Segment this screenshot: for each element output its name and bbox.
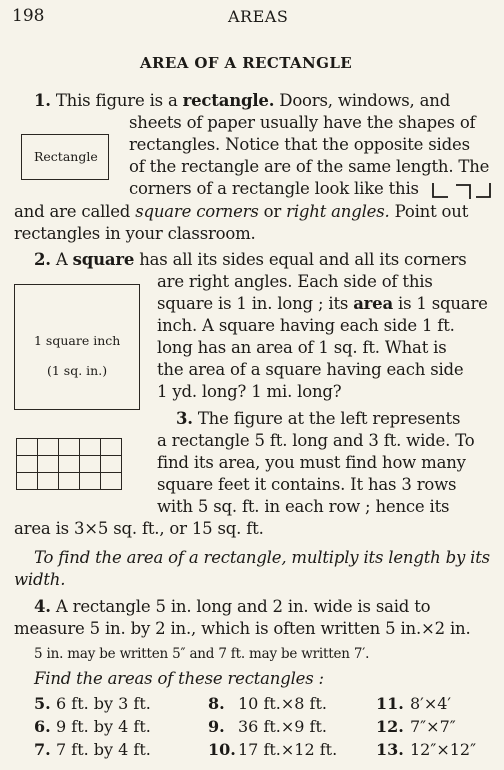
grid-cell [59, 473, 80, 490]
exercise-text: 7″×7″ [410, 717, 456, 736]
paragraph-3-line-1 [176, 408, 504, 430]
p1-text: Doors, windows, and [274, 91, 451, 110]
exercise-item [376, 740, 477, 759]
paragraph-1-line-4: of the rectangle are of the same length. The [129, 157, 490, 176]
grid-cell [80, 439, 101, 456]
page-number: 198 [12, 6, 45, 26]
term-rectangle: rectangle. [182, 91, 275, 110]
rectangle-figure [21, 134, 109, 180]
p2-text: square is 1 in. long ; its [157, 294, 354, 313]
paragraph-1-number: 1. [34, 91, 51, 110]
exercise-text: 36 ft.×9 ft. [238, 717, 327, 736]
paragraph-3-line-5: with 5 sq. ft. in each row ; hence its [157, 497, 450, 516]
exercise-text: 7 ft. by 4 ft. [56, 740, 151, 759]
grid-cell [17, 439, 38, 456]
paragraph-2-line-5: long has an area of 1 sq. ft. What is [157, 338, 447, 357]
grid-cell [101, 473, 122, 490]
right-angle-corners-icon [430, 181, 496, 201]
exercise-number: 5. [34, 694, 51, 713]
p1-text: or [258, 202, 287, 221]
exercise-number: 11. [376, 694, 404, 713]
grid-row [17, 473, 122, 490]
paragraph-2-line-1 [34, 249, 504, 271]
exercise-text: 8′×4′ [410, 694, 452, 713]
rule-line-1: To find the area of a rectangle, multiply its length by its [34, 548, 490, 567]
paragraph-1-line-7: rectangles in your classroom. [14, 224, 256, 243]
exercise-number: 12. [376, 717, 404, 736]
grid-rectangle-figure [16, 438, 122, 490]
running-title: AREAS [228, 7, 289, 26]
paragraph-2-line-4: inch. A square having each side 1 ft. [157, 316, 455, 335]
exercise-number: 7. [34, 740, 51, 759]
rule-line-2: width. [14, 570, 66, 589]
paragraph-4-number: 4. [34, 597, 51, 616]
exercise-item [34, 694, 151, 713]
p2-text: A [55, 250, 73, 269]
exercise-number: 6. [34, 717, 51, 736]
grid-row [17, 439, 122, 456]
term-area: area [353, 294, 393, 313]
paragraph-4-line-1 [34, 596, 504, 618]
exercise-number: 13. [376, 740, 404, 759]
paragraph-4-note: 5 in. may be written 5″ and 7 ft. may be written 7′. [34, 646, 370, 662]
square-inch-figure [14, 284, 140, 410]
exercise-item [208, 717, 327, 736]
grid-cell [101, 439, 122, 456]
paragraph-3-number: 3. [176, 409, 193, 428]
p2-text: has all its sides equal and all its corners [134, 250, 467, 269]
p2-text: is 1 square [392, 294, 488, 313]
paragraph-1-line-3: rectangles. Notice that the opposite sides [129, 135, 470, 154]
paragraph-2-line-6: the area of a square having each side [157, 360, 464, 379]
exercises-heading: Find the areas of these rectangles : [34, 669, 324, 688]
grid-cell [59, 439, 80, 456]
grid-cell [38, 439, 59, 456]
paragraph-3-line-2: a rectangle 5 ft. long and 3 ft. wide. To [157, 431, 475, 450]
exercise-number: 8. [208, 694, 225, 713]
paragraph-3-line-6: area is 3×5 sq. ft., or 15 sq. ft. [14, 519, 264, 538]
grid-cell [17, 473, 38, 490]
p1-text: This figure is a [55, 91, 183, 110]
grid-cell [59, 456, 80, 473]
p1-text: Point out [389, 202, 469, 221]
section-title: AREA OF A RECTANGLE [140, 54, 353, 72]
term-square: square [72, 250, 135, 269]
exercise-item [208, 740, 338, 759]
exercise-item [34, 717, 151, 736]
exercise-number: 10. [208, 740, 236, 759]
grid-cell [17, 456, 38, 473]
exercise-item [376, 694, 452, 713]
exercise-text: 9 ft. by 4 ft. [56, 717, 151, 736]
grid-cell [80, 456, 101, 473]
term-right-angles: right angles. [286, 202, 390, 221]
grid-cell [38, 456, 59, 473]
exercise-text: 17 ft.×12 ft. [238, 740, 338, 759]
grid-cell [101, 456, 122, 473]
p4-text: A rectangle 5 in. long and 2 in. wide is said to [55, 597, 431, 616]
paragraph-2-number: 2. [34, 250, 51, 269]
paragraph-3-line-3: find its area, you must find how many [157, 453, 466, 472]
grid-cell [80, 473, 101, 490]
square-figure-sublabel: (1 sq. in.) [47, 363, 108, 378]
exercise-item [208, 694, 327, 713]
exercise-item [376, 717, 456, 736]
paragraph-4-line-2: measure 5 in. by 2 in., which is often written 5 in.×2 in. [14, 619, 471, 638]
paragraph-2-line-3 [157, 293, 504, 315]
paragraph-2-line-2: are right angles. Each side of this [157, 272, 433, 291]
square-figure-label: 1 square inch [34, 333, 121, 348]
exercise-item [34, 740, 151, 759]
grid-cell [38, 473, 59, 490]
exercise-text: 10 ft.×8 ft. [238, 694, 327, 713]
grid-row [17, 456, 122, 473]
exercise-text: 12″×12″ [410, 740, 477, 759]
term-square-corners: square corners [135, 202, 259, 221]
paragraph-1-line-2: sheets of paper usually have the shapes of [129, 113, 476, 132]
exercise-number: 9. [208, 717, 225, 736]
paragraph-3-line-4: square feet it contains. It has 3 rows [157, 475, 457, 494]
rectangle-figure-label: Rectangle [34, 149, 98, 164]
paragraph-2-line-7: 1 yd. long? 1 mi. long? [157, 382, 342, 401]
exercise-text: 6 ft. by 3 ft. [56, 694, 151, 713]
paragraph-1-line-6 [14, 201, 504, 223]
p1-text: and are called [14, 202, 136, 221]
p3-text: The figure at the left represents [197, 409, 461, 428]
paragraph-1-line-1 [34, 90, 504, 112]
p1-text: corners of a rectangle look like this [129, 179, 419, 198]
